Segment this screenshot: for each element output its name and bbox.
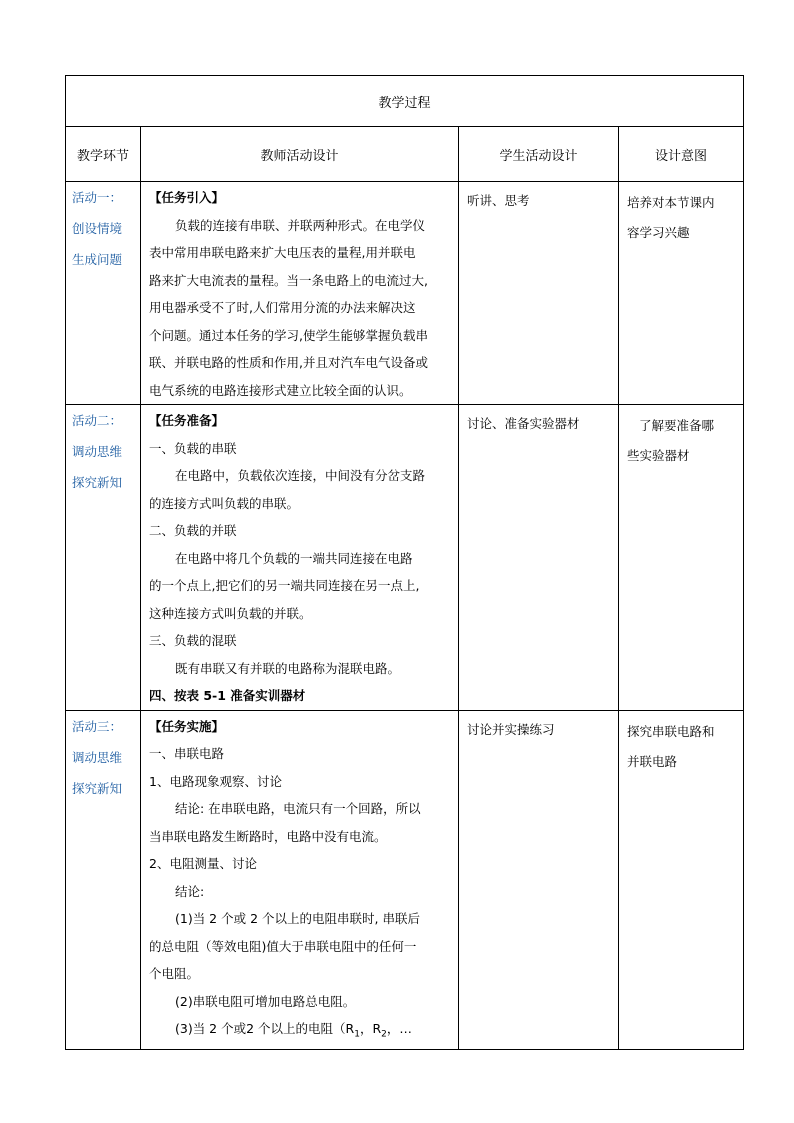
paragraph-line: (2)串联电阻可增加电路总电阻。	[175, 993, 356, 1009]
paragraph-line: 三、负载的混联	[149, 633, 237, 648]
stage-cell	[66, 182, 141, 405]
paragraph-line: 的连接方式叫负载的串联。	[149, 495, 300, 511]
teacher-activity-cell	[141, 405, 459, 711]
paragraph-line: 这种连接方式叫负载的并联。	[149, 605, 312, 621]
intent-line: 培养对本节课内	[627, 195, 715, 210]
paragraph-line: 既有串联又有并联的电路称为混联电路。	[175, 660, 401, 676]
paragraph-line: 一、串联电路	[149, 746, 225, 761]
paragraph-line: 结论:	[175, 883, 205, 899]
student-activity-cell: 听讲、思考	[459, 182, 619, 405]
table-row	[66, 405, 744, 711]
paragraph-line: 个电阻。	[149, 966, 200, 981]
stage-cell	[66, 710, 141, 1050]
intent-line: 并联电路	[627, 753, 678, 769]
paragraph-line: 在电路中将几个负载的一端共同连接在电路	[175, 550, 413, 566]
section-heading: 【任务实施】	[149, 718, 225, 734]
paragraph-line: 在电路中，负载依次连接，中间没有分岔支路	[175, 468, 426, 483]
stage-label: 活动二：	[72, 413, 123, 428]
paragraph-line: 电气系统的电路连接形式建立比较全面的认识。	[149, 382, 412, 398]
header-stage: 教学环节	[66, 127, 141, 182]
teaching-process-table	[65, 75, 744, 1050]
paragraph-line: 当串联电路发生断路时，电路中没有电流。	[149, 828, 387, 844]
stage-cell	[66, 405, 141, 711]
stage-label: 活动三：	[72, 718, 123, 734]
table-title: 教学过程	[66, 76, 744, 127]
formula-text: (3)当 2 个或2 个以上的电阻（R	[175, 1021, 355, 1036]
stage-label: 调动思维	[72, 444, 123, 459]
stage-label: 探究新知	[72, 780, 123, 796]
formula-text: ，…	[386, 1021, 412, 1036]
table-row	[66, 710, 744, 1050]
formula-text: ，R	[359, 1021, 382, 1036]
stage-label: 创设情境	[72, 221, 123, 236]
teacher-activity-cell	[141, 710, 459, 1050]
student-activity-cell: 讨论并实操练习	[459, 710, 619, 1050]
paragraph-line: 用电器承受不了时,人们常用分流的办法来解决这	[149, 300, 416, 315]
subscript: 1	[354, 1029, 360, 1040]
paragraph-line	[149, 1015, 452, 1049]
paragraph-line: 个问题。通过本任务的学习,使学生能够掌握负载串	[149, 327, 428, 343]
design-intent-cell	[619, 405, 744, 711]
stage-label: 活动一：	[72, 190, 123, 205]
paragraph-line: (1)当 2 个或 2 个以上的电阻串联时, 串联后	[175, 911, 420, 926]
design-intent-cell	[619, 710, 744, 1050]
header-intent: 设计意图	[619, 127, 744, 182]
subscript: 2	[381, 1029, 387, 1040]
section-heading: 【任务准备】	[149, 413, 225, 428]
table-row	[66, 182, 744, 405]
student-activity-cell: 讨论、准备实验器材	[459, 405, 619, 711]
paragraph-line: 联、并联电路的性质和作用,并且对汽车电气设备或	[149, 355, 428, 370]
paragraph-line: 的总电阻（等效电阻)值大于串联电阻中的任何一	[149, 938, 417, 954]
paragraph-line: 1、电路现象观察、讨论	[149, 773, 282, 789]
design-intent-cell	[619, 182, 744, 405]
paragraph-line: 一、负载的串联	[149, 440, 237, 456]
intent-line: 些实验器材	[627, 448, 690, 463]
paragraph-line: 的一个点上,把它们的另一端共同连接在另一点上,	[149, 578, 420, 593]
paragraph-line: 结论: 在串联电路，电流只有一个回路，所以	[175, 801, 421, 816]
intent-line: 容学习兴趣	[627, 225, 690, 240]
header-teacher: 教师活动设计	[141, 127, 459, 182]
intent-line: 探究串联电路和	[627, 723, 715, 739]
paragraph-line: 负载的连接有串联、并联两种形式。在电学仪	[175, 217, 426, 233]
stage-label: 生成问题	[72, 252, 123, 267]
paragraph-line: 路来扩大电流表的量程。当一条电路上的电流过大,	[149, 272, 428, 288]
paragraph-line: 四、按表 5-1 准备实训器材	[149, 688, 306, 703]
section-heading: 【任务引入】	[149, 190, 225, 205]
paragraph-line: 2、电阻测量、讨论	[149, 856, 257, 871]
teacher-activity-cell	[141, 182, 459, 405]
paragraph-line: 表中常用串联电路来扩大电压表的量程,用并联电	[149, 245, 416, 260]
header-student: 学生活动设计	[459, 127, 619, 182]
stage-label: 探究新知	[72, 475, 123, 490]
paragraph-line: 二、负载的并联	[149, 523, 237, 538]
stage-label: 调动思维	[72, 749, 123, 765]
intent-line: 了解要准备哪	[639, 418, 715, 433]
